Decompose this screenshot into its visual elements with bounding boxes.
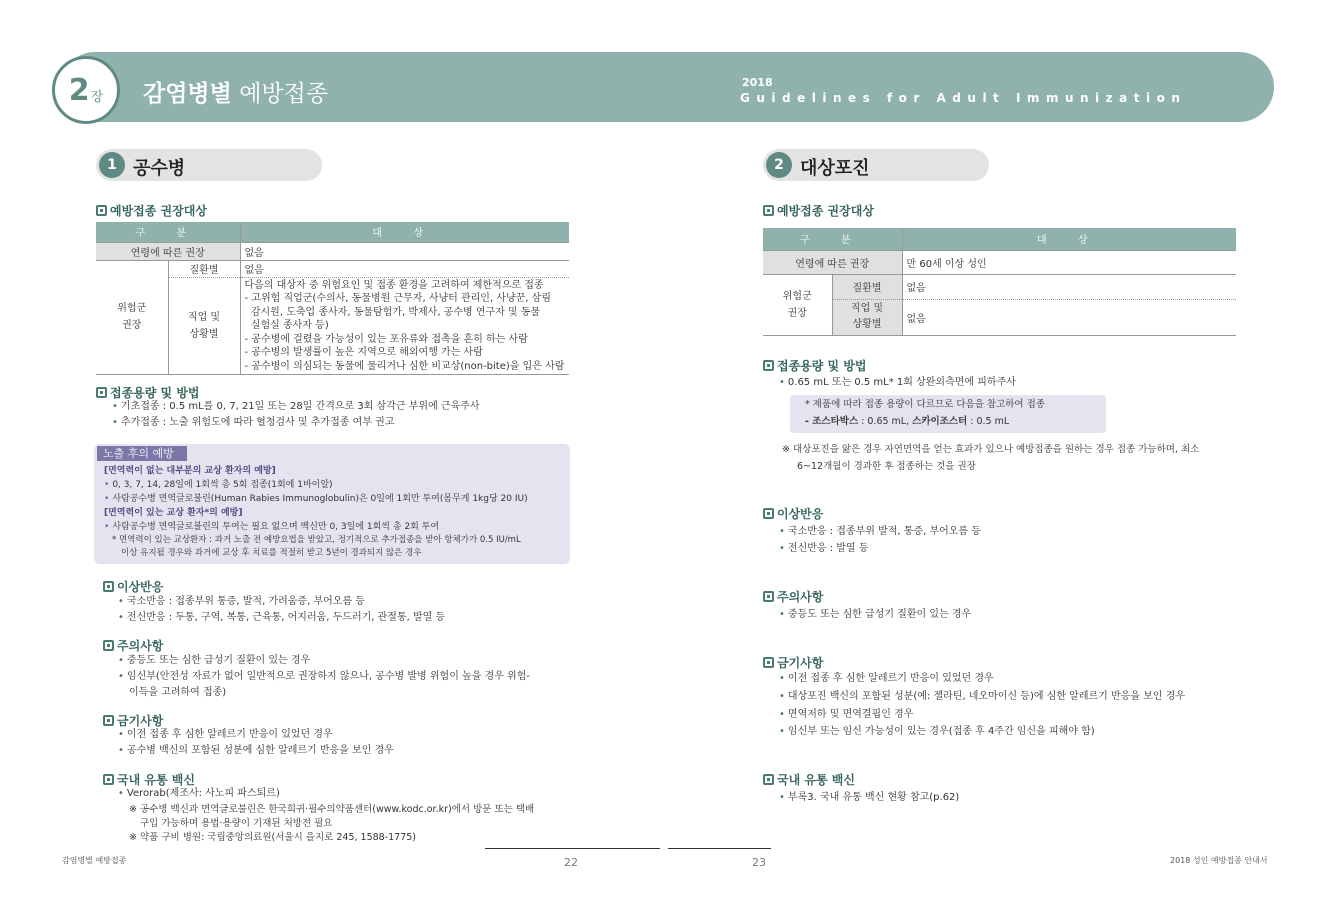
heading-target: 예방접종 권장대상 xyxy=(96,202,207,219)
list-item: • 0, 3, 7, 14, 28일에 1회씩 총 5회 접종(1회에 1바이알) xyxy=(104,480,333,490)
table-header: 대 상 xyxy=(902,228,1236,250)
chapter-number: 2 xyxy=(68,72,90,108)
heading-caution: 주의사항 xyxy=(103,637,163,654)
heading-adverse: 이상반응 xyxy=(763,505,823,522)
chapter-title-bold: 감염병별 xyxy=(143,81,232,107)
list-item: • 전신반응 : 두통, 구역, 복통, 근육통, 어지러움, 두드러기, 관절통, 발열 등 xyxy=(118,612,446,623)
list-item: • 이전 접종 후 심한 알레르기 반응이 있었던 경우 xyxy=(118,729,333,740)
table-cell: 직업 및 상황별 xyxy=(832,299,902,335)
page-number-left: 22 xyxy=(564,856,578,869)
table-cell: 없음 xyxy=(240,260,569,277)
section-pill-zoster xyxy=(763,149,989,181)
list-item: • 기초접종 : 0.5 mL를 0, 7, 21일 또는 28일 간격으로 3회 삼각근 부위에 근육주사 xyxy=(112,401,480,412)
list-item: • 전신반응 : 발열 등 xyxy=(779,543,869,554)
list-item: • 중등도 또는 심한 급성기 질환이 있는 경우 xyxy=(779,609,972,620)
heading-dose: 접종용량 및 방법 xyxy=(763,357,867,374)
list-item: • 공수병 백신의 포함된 성분에 심한 알레르기 반응을 보인 경우 xyxy=(118,745,394,756)
heading-target: 예방접종 권장대상 xyxy=(763,202,874,219)
section-number: 1 xyxy=(99,152,125,178)
table-cell: 위험군 권장 xyxy=(763,274,832,335)
section-title: 공수병 xyxy=(133,158,186,179)
note: ※ 약품 구비 병원: 국립중앙의료원(서울시 을지로 245, 1588-1775) xyxy=(129,832,417,843)
bullet-square-icon xyxy=(96,387,107,398)
note: 6~12개월이 경과한 후 접종하는 것을 권장 xyxy=(797,461,976,472)
bullet-square-icon xyxy=(763,360,774,371)
list-item: • Verorab(제조사: 사노피 파스퇴르) xyxy=(118,788,280,799)
table-cell: 직업 및 상황별 xyxy=(168,277,240,375)
heading-dose: 접종용량 및 방법 xyxy=(96,384,200,401)
list-item: • 사람공수병 면역글로불린(Human Rabies Immunoglobulin)은 0일에 1회만 투여(몸무게 1kg당 20 IU) xyxy=(104,494,528,504)
bullet-square-icon xyxy=(103,640,114,651)
box-note: - 조스타박스 : 0.65 mL, 스카이조스터 : 0.5 mL xyxy=(805,416,1010,427)
heading-vaccine: 국내 유통 백신 xyxy=(103,771,195,788)
footer-right-text: 2018 성인 예방접종 안내서 xyxy=(1170,856,1268,865)
note: 구입 가능하며 용법·용량이 기재된 처방전 필요 xyxy=(140,818,333,829)
chapter-title xyxy=(143,75,328,108)
list-item: • 국소반응 : 접종부위 통증, 발적, 가려움증, 부어오름 등 xyxy=(118,596,365,607)
heading-caution: 주의사항 xyxy=(763,588,823,605)
table-cell: 없음 xyxy=(902,274,1236,299)
list-item: • 대상포진 백신의 포함된 성분(예: 젤라틴, 네오마이신 등)에 심한 알레르기 반응을 보인 경우 xyxy=(779,691,1185,702)
heading-vaccine: 국내 유통 백신 xyxy=(763,771,855,788)
bullet-square-icon xyxy=(763,591,774,602)
note: ※ 공수병 백신과 면역글로불린은 한국희귀·필수의약품센터(www.kodc.or.kr)에서 방문 또는 택배 xyxy=(129,804,535,815)
bullet-square-icon xyxy=(96,205,107,216)
bullet-square-icon xyxy=(763,205,774,216)
footer-rule-left xyxy=(485,848,660,849)
list-item: • 임신부(안전성 자료가 없어 일반적으로 권장하지 않으나, 공수병 발병 위험이 높을 경우 위험- xyxy=(118,671,530,682)
target-table xyxy=(96,222,569,375)
footer-left-text: 감염병별 예방접종 xyxy=(62,856,127,865)
list-item: • 부록3. 국내 유통 백신 현황 참고(p.62) xyxy=(779,792,960,803)
list-item: • 국소반응 : 접종부위 발적, 통증, 부어오름 등 xyxy=(779,526,981,537)
box-subheading: [면역력이 있는 교상 환자*의 예방] xyxy=(104,508,243,518)
box-note: * 제품에 따라 접종 용량이 다르므로 다음을 참고하여 접종 xyxy=(805,399,1045,410)
heading-contra: 금기사항 xyxy=(763,654,823,671)
bullet-square-icon xyxy=(763,657,774,668)
note: ※ 대상포진을 앓은 경우 자연면역을 얻는 효과가 있으나 예방접종을 원하는 경우 접종 가능하며, 최소 xyxy=(782,444,1200,455)
bullet-square-icon xyxy=(763,774,774,785)
table-cell: 다음의 대상자 중 위험요인 및 접종 환경을 고려하여 제한적으로 접종 - 고위험 직업군(수의사, 동물병원 근무자, 사냥터 관리인, 사냥꾼, 삼림 감시원, 도축업 종사자, 동물탐험가, 박제사, 공수병 연구자 및 동물 실험실 종사자 등) - 공수병에 걸렸을 가능성이 있는 포유류와 접촉을 흔히 하는 사람 - 공수병의 발생률이 높은 지역으로 해외여행 가는 사람 - 공수병이 의심되는 동물에 물리거나 심한 비교상(non-bite)을 입은 사람 xyxy=(240,277,569,375)
table-cell: 질환별 xyxy=(832,274,902,299)
chapter-title-rest: 예방접종 xyxy=(239,81,329,107)
table-header: 구 분 xyxy=(96,222,240,242)
section-number: 2 xyxy=(766,152,792,178)
list-item: • 중등도 또는 심한 급성기 질환이 있는 경우 xyxy=(118,655,311,666)
target-table xyxy=(763,228,1236,336)
list-item: • 사람공수병 면역글로불린의 투여는 필요 없으며 백신만 0, 3일에 1회씩 총 2회 투여 xyxy=(104,522,440,532)
table-header: 구 분 xyxy=(763,228,902,250)
table-cell: 없음 xyxy=(240,242,569,260)
list-item-cont: 이득을 고려하여 접종) xyxy=(129,687,227,698)
table-cell: 만 60세 이상 성인 xyxy=(902,250,1236,274)
footnote: 이상 유지될 경우와 과거에 교상 후 치료를 적절히 받고 5년이 경과되지 않은 경우 xyxy=(121,548,422,558)
section-pill-rabies xyxy=(96,149,322,181)
bullet-square-icon xyxy=(763,508,774,519)
table-cell: 연령에 따른 권장 xyxy=(96,242,240,260)
post-exposure-tag: 노출 후의 예방 xyxy=(97,446,187,461)
list-item: • 면역저하 및 면역결핍인 경우 xyxy=(779,709,914,720)
table-cell: 연령에 따른 권장 xyxy=(763,250,902,274)
table-header: 대 상 xyxy=(240,222,569,242)
footnote: * 면역력이 있는 교상환자 : 과거 노출 전 예방요법을 받았고, 정기적으로 추가접종을 받아 항체가가 0.5 IU/mL xyxy=(112,535,521,545)
table-cell: 질환별 xyxy=(168,260,240,277)
list-item: • 이전 접종 후 심한 알레르기 반응이 있었던 경우 xyxy=(779,673,994,684)
chapter-badge xyxy=(52,56,120,124)
heading-contra: 금기사항 xyxy=(103,712,163,729)
bullet-square-icon xyxy=(103,774,114,785)
chapter-suffix: 장 xyxy=(90,89,104,105)
bullet-square-icon xyxy=(103,581,114,592)
page-number-right: 23 xyxy=(752,856,766,869)
table-cell: 없음 xyxy=(902,299,1236,335)
list-item: • 추가접종 : 노출 위험도에 따라 혈청검사 및 추가접종 여부 권고 xyxy=(112,417,395,428)
section-title: 대상포진 xyxy=(800,158,870,179)
table-cell: 위험군 권장 xyxy=(96,260,168,375)
list-item: • 0.65 mL 또는 0.5 mL* 1회 상완외측면에 피하주사 xyxy=(779,377,1016,388)
bullet-square-icon xyxy=(103,715,114,726)
footer-rule-right xyxy=(668,848,771,849)
heading-adverse: 이상반응 xyxy=(103,578,163,595)
box-subheading: [면역력이 없는 대부분의 교상 환자의 예방] xyxy=(104,466,276,476)
guide-title: Guidelines for Adult Immunization xyxy=(740,91,1187,105)
list-item: • 임신부 또는 임신 가능성이 있는 경우(접종 후 4주간 임신을 피해야 함) xyxy=(779,726,1095,737)
guide-year: 2018 xyxy=(742,76,773,89)
